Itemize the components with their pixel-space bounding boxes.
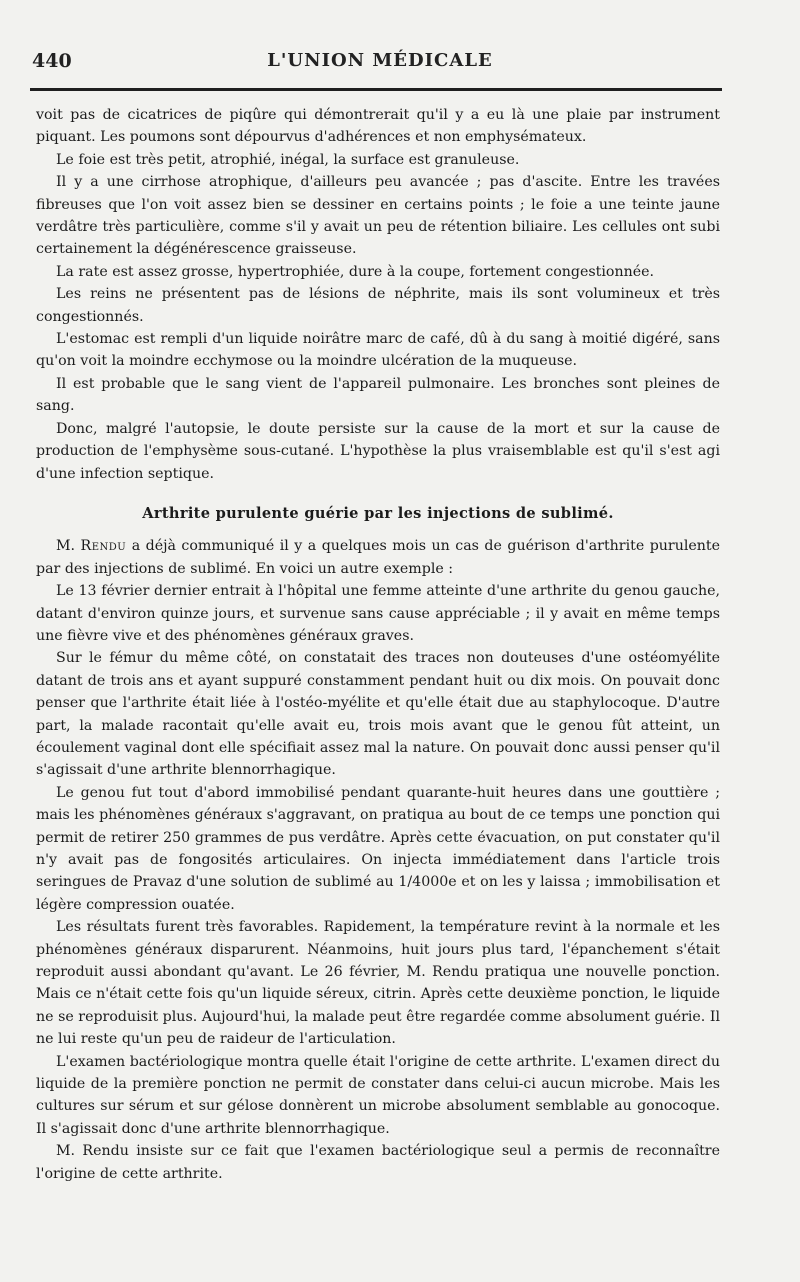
- paragraph-intro: [36, 535, 720, 580]
- paragraph: Sur le fémur du même côté, on constatait des traces non douteuses d'une ostéomyélite datant de trois ans et ayant suppuré constamment pendant huit ou dix mois. On pouvait donc penser que l'arthrite était liée à l'ostéo-myélite et qu'elle était due au staphylocoque. D'autre part, la malade racontait qu'elle avait eu, trois mois avant que le genou fût atteint, un écoulement vaginal dont elle spécifiait assez mal la nature. On pouvait donc aussi penser qu'il s'agissait d'une arthrite blennorrhagique.: [36, 650, 720, 779]
- page-number: 440: [32, 50, 72, 72]
- paragraph: L'estomac est rempli d'un liquide noirâtre marc de café, dû à du sang à moitié digéré, sans qu'on voit la moindre ecchymose ou la moindre ulcération de la muqueuse.: [36, 331, 720, 370]
- section-title: Arthrite purulente guérie par les injections de sublimé.: [142, 504, 614, 522]
- author-name: Rendu: [80, 538, 127, 555]
- paragraph-continued: voit pas de cicatrices de piqûre qui démontrerait qu'il y a eu là une plaie par instrument piquant. Les poumons sont dépourvus d'adhérences et non emphysémateux.: [36, 107, 720, 146]
- paragraph: La rate est assez grosse, hypertrophiée, dure à la coupe, fortement congestionnée.: [56, 263, 655, 280]
- paragraph: M. Rendu insiste sur ce fait que l'examen bactériologique seul a permis de reconnaître l'origine de cette arthrite.: [36, 1143, 720, 1182]
- article-body: [36, 104, 720, 1185]
- author-initial: M.: [56, 538, 76, 555]
- paragraph: Le 13 février dernier entrait à l'hôpital une femme atteinte d'une arthrite du genou gauche, datant d'environ quinze jours, et survenue sans cause appréciable ; il y avait en même temps une fièvre vive et des phénomènes généraux graves.: [36, 583, 720, 644]
- paragraph: Il est probable que le sang vient de l'appareil pulmonaire. Les bronches sont pleines de sang.: [36, 375, 720, 415]
- page-header: [30, 50, 730, 80]
- paragraph: Le foie est très petit, atrophié, inégal, la surface est granuleuse.: [56, 151, 520, 168]
- paragraph: Le genou fut tout d'abord immobilisé pendant quarante-huit heures dans une gouttière ; mais les phénomènes généraux s'aggravant, on pratiqua au bout de ce temps une ponction qui permit de retirer 250 grammes de pus verdâtre. Après cette évacuation, on put constater qu'il n'y avait pas de fongosités articulaires. On injecta immédiatement dans l'article trois seringues de Pravaz d'une solution de sublimé au 1/4000e et on les y laissa ; immobilisation et légère compression ouatée.: [36, 784, 720, 913]
- paragraph: L'examen bactériologique montra quelle était l'origine de cette arthrite. L'examen direct du liquide de la première ponction ne permit de constater dans celui-ci aucun microbe. Mais les cultures sur sérum et sur gélose donnèrent un microbe absolument semblable au gonocoque. Il s'agissait donc d'une arthrite blennorrhagique.: [36, 1053, 720, 1137]
- paragraph: Les reins ne présentent pas de lésions de néphrite, mais ils sont volumineux et très congestionnés.: [36, 286, 720, 325]
- running-title: L'UNION MÉDICALE: [267, 50, 493, 71]
- paragraph: Les résultats furent très favorables. Rapidement, la température revint à la normale et les phénomènes généraux disparurent. Néanmoins, huit jours plus tard, l'épanchement s'était reproduit aussi abondant qu'avant. Le 26 février, M. Rendu pratiqua une nouvelle ponction. Mais ce n'était cette fois qu'un liquide séreux, citrin. Après cette deuxième ponction, le liquide ne se reproduisit plus. Aujourd'hui, la malade peut être regardée comme absolument guérie. Il ne lui reste qu'un peu de raideur de l'articulation.: [36, 919, 720, 1048]
- header-rule: [30, 88, 722, 91]
- intro-text: a déjà communiqué il y a quelques mois un cas de guérison d'arthrite purulente par des injections de sublimé. En voici un autre exemple :: [36, 538, 721, 577]
- paragraph: Il y a une cirrhose atrophique, d'ailleurs peu avancée ; pas d'ascite. Entre les travées fibreuses que l'on voit assez bien se dessiner en certains points ; le foie a une teinte jaune verdâtre très particulière, comme s'il y avait un peu de rétention biliaire. Les cellules ont subi certainement la dégénérescence graisseuse.: [36, 174, 720, 258]
- paragraph: Donc, malgré l'autopsie, le doute persiste sur la cause de la mort et sur la cause de production de l'emphysème sous-cutané. L'hypothèse la plus vraisemblable est qu'il s'est agi d'une infection septique.: [36, 420, 720, 482]
